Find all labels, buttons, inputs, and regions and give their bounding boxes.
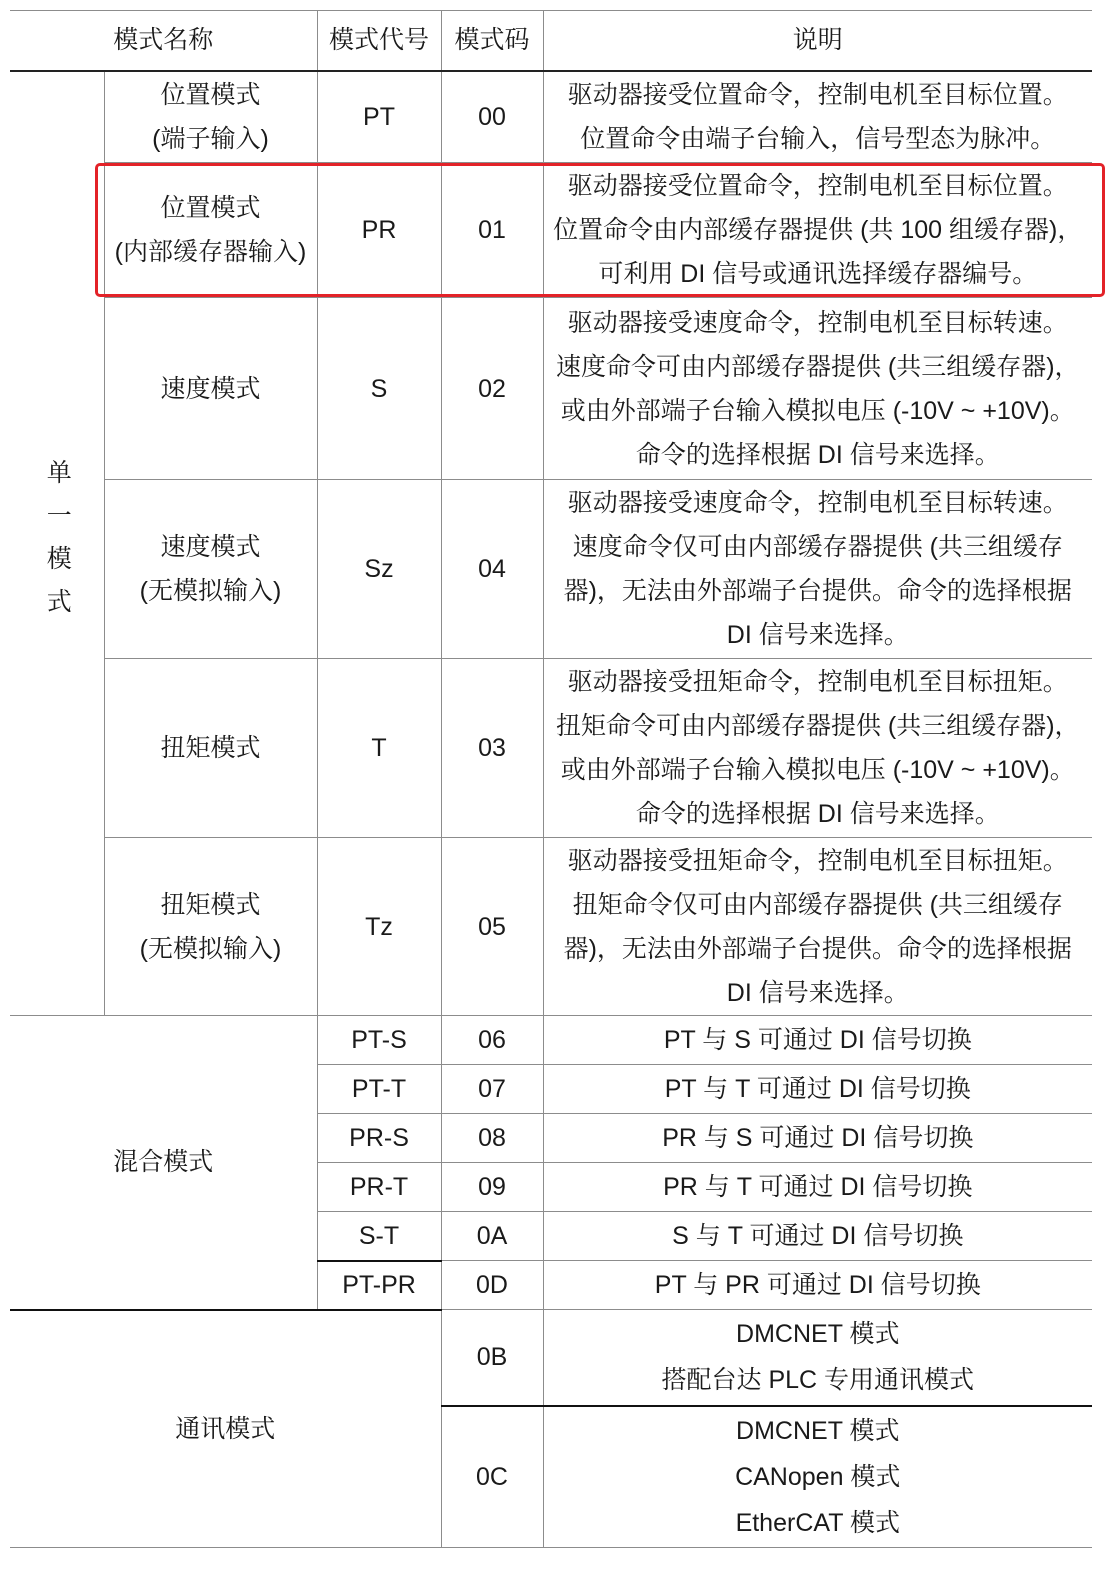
description-line: 或由外部端子台输入模拟电压 (-10V ~ +10V)。 — [560, 396, 1075, 425]
mode-name-note: (无模拟输入) — [139, 577, 282, 605]
description-line: DMCNET 模式 — [736, 1320, 900, 1349]
mode-code-cell: Tz — [317, 838, 441, 1016]
description-line: 速度命令仅可由内部缓存器提供 (共三组缓存 — [572, 533, 1063, 561]
mode-row — [10, 659, 1092, 838]
mode-name: 速度模式 — [160, 533, 261, 561]
mode-number-cell: 03 — [441, 659, 543, 838]
mode-number-cell: 04 — [441, 480, 543, 659]
mode-row — [10, 298, 1092, 480]
mode-code-cell: S-T — [317, 1212, 441, 1261]
description-line: CANopen 模式 — [735, 1462, 901, 1491]
mode-name-note: (无模拟输入) — [139, 934, 282, 963]
description-line: 驱动器接受扭矩命令，控制电机至目标扭矩。 — [567, 846, 1068, 875]
description-line: S 与 T 可通过 DI 信号切换 — [672, 1222, 964, 1250]
description-line: 或由外部端子台输入模拟电压 (-10V ~ +10V)。 — [560, 756, 1075, 784]
description-line: 扭矩命令可由内部缓存器提供 (共三组缓存器)， — [555, 712, 1080, 740]
mode-number-cell: 06 — [441, 1016, 543, 1065]
description-line: 可利用 DI 信号或通讯选择缓存器编号。 — [598, 260, 1038, 288]
group-label-single: 单一模式 — [43, 459, 72, 632]
description-line: PR 与 T 可通过 DI 信号切换 — [663, 1173, 973, 1201]
mode-name-cell — [104, 659, 317, 838]
mode-code-cell: PT — [317, 71, 441, 163]
mode-code-cell: PR-S — [317, 1114, 441, 1163]
description-cell — [543, 71, 1092, 163]
description-line: 速度命令可由内部缓存器提供 (共三组缓存器)， — [555, 352, 1080, 381]
description-line: EtherCAT 模式 — [735, 1508, 900, 1537]
mode-name-note: (内部缓存器输入) — [114, 238, 307, 266]
mode-code-cell: PT-PR — [317, 1261, 441, 1310]
mode-number-cell: 00 — [441, 71, 543, 163]
mode-name-note: (端子输入) — [152, 124, 269, 153]
description-line: 驱动器接受扭矩命令，控制电机至目标扭矩。 — [567, 668, 1068, 696]
description-cell — [543, 1114, 1092, 1163]
mode-code-cell: T — [317, 659, 441, 838]
mode-number-cell: 0B — [441, 1310, 543, 1406]
mode-name-cell — [104, 71, 317, 163]
mode-table — [10, 10, 1092, 1548]
description-line: 器)，无法由外部端子台提供。命令的选择根据 — [563, 934, 1072, 963]
description-line: 器)，无法由外部端子台提供。命令的选择根据 — [563, 577, 1072, 605]
description-cell — [543, 1163, 1092, 1212]
group-cell-mixed — [10, 1016, 317, 1310]
mode-row — [10, 480, 1092, 659]
description-cell — [543, 163, 1092, 298]
description-cell — [543, 1310, 1092, 1406]
description-line: 位置命令由端子台输入，信号型态为脉冲。 — [580, 124, 1056, 153]
mode-row — [10, 71, 1092, 163]
header-row — [10, 11, 1092, 71]
mode-name-cell — [104, 838, 317, 1016]
mode-number-cell: 0D — [441, 1261, 543, 1310]
header-mode-number: 模式码 — [441, 11, 543, 71]
description-cell — [543, 1406, 1092, 1548]
mode-code-cell: PT-S — [317, 1016, 441, 1065]
mode-name: 位置模式 — [160, 80, 261, 109]
mode-number-cell: 08 — [441, 1114, 543, 1163]
description-line: 驱动器接受位置命令，控制电机至目标位置。 — [567, 80, 1068, 109]
header-description: 说明 — [543, 11, 1092, 71]
description-cell — [543, 838, 1092, 1016]
description-cell — [543, 298, 1092, 480]
description-line: DMCNET 模式 — [736, 1416, 900, 1445]
description-line: 命令的选择根据 DI 信号来选择。 — [635, 440, 1000, 469]
description-line: 搭配台达 PLC 专用通讯模式 — [661, 1366, 975, 1395]
description-line: PT 与 PR 可通过 DI 信号切换 — [654, 1271, 981, 1299]
mode-name-cell — [104, 298, 317, 480]
description-cell — [543, 1016, 1092, 1065]
mixed-row — [10, 1016, 1092, 1065]
mode-number-cell: 07 — [441, 1065, 543, 1114]
description-line: 位置命令由内部缓存器提供 (共 100 组缓存器)， — [553, 216, 1083, 244]
description-line: 驱动器接受速度命令，控制电机至目标转速。 — [567, 489, 1068, 517]
mode-number-cell: 09 — [441, 1163, 543, 1212]
mode-code-cell: Sz — [317, 480, 441, 659]
description-line: PR 与 S 可通过 DI 信号切换 — [662, 1124, 974, 1152]
mode-number-cell: 01 — [441, 163, 543, 298]
mode-name: 扭矩模式 — [160, 890, 261, 919]
mode-name-cell — [104, 480, 317, 659]
mode-name-cell — [104, 163, 317, 298]
group-label-mixed: 混合模式 — [113, 1148, 214, 1177]
description-line: PT 与 T 可通过 DI 信号切换 — [664, 1075, 971, 1103]
description-line: 命令的选择根据 DI 信号来选择。 — [635, 800, 1000, 828]
mode-number-cell: 0C — [441, 1406, 543, 1548]
group-cell-single — [10, 71, 104, 1016]
mode-name: 速度模式 — [160, 374, 261, 403]
description-cell — [543, 1212, 1092, 1261]
description-line: 驱动器接受速度命令，控制电机至目标转速。 — [567, 308, 1068, 337]
description-cell — [543, 480, 1092, 659]
description-line: DI 信号来选择。 — [726, 978, 909, 1007]
mode-code-cell: PT-T — [317, 1065, 441, 1114]
description-line: PT 与 S 可通过 DI 信号切换 — [663, 1026, 972, 1054]
mode-name: 扭矩模式 — [160, 734, 261, 762]
description-line: DI 信号来选择。 — [726, 621, 909, 649]
header-mode-name: 模式名称 — [10, 11, 317, 71]
group-cell-comm — [10, 1310, 441, 1548]
description-line: 扭矩命令仅可由内部缓存器提供 (共三组缓存 — [572, 890, 1063, 919]
description-cell — [543, 659, 1092, 838]
mode-code-cell: S — [317, 298, 441, 480]
mode-number-cell: 05 — [441, 838, 543, 1016]
mode-number-cell: 02 — [441, 298, 543, 480]
comm-row — [10, 1310, 1092, 1406]
description-line: 驱动器接受位置命令，控制电机至目标位置。 — [567, 172, 1068, 200]
group-label-comm: 通讯模式 — [175, 1414, 276, 1443]
header-mode-code: 模式代号 — [317, 11, 441, 71]
mode-row — [10, 838, 1092, 1016]
mode-name: 位置模式 — [160, 194, 261, 222]
mode-code-cell: PR — [317, 163, 441, 298]
description-cell — [543, 1065, 1092, 1114]
description-cell — [543, 1261, 1092, 1310]
mode-number-cell: 0A — [441, 1212, 543, 1261]
mode-row — [10, 163, 1092, 298]
mode-code-cell: PR-T — [317, 1163, 441, 1212]
